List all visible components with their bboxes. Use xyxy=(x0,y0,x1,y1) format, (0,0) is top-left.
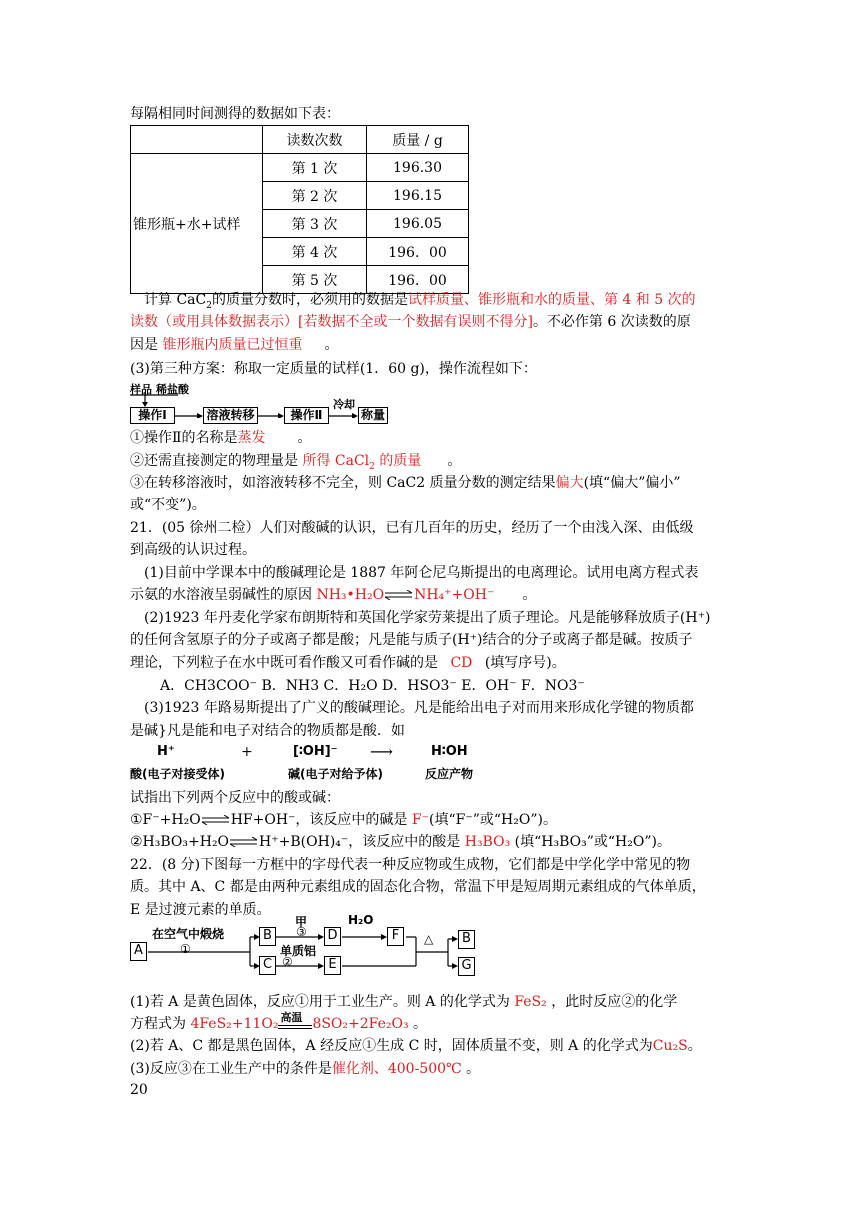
table-header-mass: 质量 / g xyxy=(367,126,469,154)
q21-s2c xyxy=(130,653,566,673)
question-text: ③在转移溶液时，如溶液转移不完全，则 CaC2 质量分数的测定结果 xyxy=(130,475,556,491)
equilibrium-arrow-icon xyxy=(229,837,259,847)
question-text: (填“H₃BO₃”或“H₂O”)。 xyxy=(510,834,671,850)
page-number: 20 xyxy=(130,1082,148,1098)
answer-text: 4FeS₂+11O₂ xyxy=(190,1016,279,1032)
q22-t2: 质。其中 A、C 都是由两种元素组成的固态化合物，常温下甲是短周期元素组成的气体单质， xyxy=(130,879,706,895)
question-text: ②还需直接测定的物理量是 xyxy=(130,453,303,469)
question-text: 示氨的水溶液呈弱碱性的原因 xyxy=(130,587,317,603)
question-text: ①操作Ⅱ的名称是 xyxy=(130,430,238,446)
table-cell: 196．00 xyxy=(367,238,469,266)
answer-text: 8SO₂+2Fe₂O₃ xyxy=(312,1016,409,1032)
flow-cool: 冷却 xyxy=(333,398,355,411)
table-header-row xyxy=(131,126,469,154)
question-text: (填“偏大”偏小” xyxy=(583,475,681,491)
lewis-acid: H⁺ xyxy=(157,744,175,759)
answer-text: 蒸发 xyxy=(237,430,266,446)
answer-text: 读数（或用具体数据表示）[若数据不全或一个数据有误则不得分] xyxy=(130,314,533,330)
answer-text: Cu₂S xyxy=(652,1038,688,1054)
label-jia: 甲 xyxy=(295,915,308,929)
question-text: 方程式为 xyxy=(130,1016,191,1032)
q21-r1 xyxy=(130,810,557,830)
answer-text: 所得 CaCl xyxy=(302,453,370,469)
answer-sub: 2 xyxy=(369,461,375,472)
calc-text: 因是 xyxy=(130,337,163,353)
q22-a1-eq xyxy=(130,1011,428,1034)
box-d: D xyxy=(324,927,341,946)
question-text: 。 xyxy=(408,1016,428,1032)
lewis-product-label: 反应产物 xyxy=(425,767,474,781)
condition-arrow xyxy=(278,1011,312,1034)
q21-title: 21．(05 徐州二检）人们对酸碱的认识，已有几百年的历史，经历了一个由浅入深、由低级 xyxy=(130,520,694,536)
scheme3-q3-cont: 或“不变”)。 xyxy=(130,497,206,513)
answer-text: FeS₂ xyxy=(514,994,547,1010)
answer-text: 试样质量、锥形瓶和水的质量、第 4 和 5 次的 xyxy=(407,292,696,308)
label-burn: 在空气中煅烧 xyxy=(152,927,225,941)
measurement-table xyxy=(130,125,469,294)
box-b: B xyxy=(259,927,276,946)
table-cell: 第 2 次 xyxy=(263,182,367,210)
flow-op2-box: 操作Ⅱ xyxy=(284,407,329,424)
flow-transfer-box: 溶液转移 xyxy=(203,407,258,424)
question-text: ①F⁻+H₂O xyxy=(130,812,201,828)
lewis-base: [∶OH]⁻ xyxy=(293,744,338,759)
answer-text: CD xyxy=(450,655,473,671)
table-cell: 196.05 xyxy=(367,210,469,238)
equilibrium-arrow-icon xyxy=(201,815,231,825)
scheme3-intro: (3)第三种方案：称取一定质量的试样(1．60 g)，操作流程如下： xyxy=(130,361,537,377)
box-b2: B xyxy=(458,930,475,949)
question-text: ，此时反应②的化学 xyxy=(546,994,678,1010)
question-text: 。 xyxy=(461,1061,481,1077)
box-e: E xyxy=(324,956,341,975)
box-g: G xyxy=(458,957,475,976)
q21-s3c: 试指出下列两个反应中的酸或碱： xyxy=(130,790,340,806)
box-a: A xyxy=(130,942,147,961)
table-header-empty xyxy=(131,126,263,154)
flow-weigh-box: 称量 xyxy=(358,407,388,424)
table-cell: 第 3 次 xyxy=(263,210,367,238)
question-text: 理论，下列粒子在水中既可看作酸又可看作碱的是 xyxy=(130,655,443,671)
q22-t1: 22．(8 分)下图每一方框中的字母代表一种反应物或生成物，它们都是中学化学中常见的物 xyxy=(130,857,691,873)
box-c: C xyxy=(259,956,276,975)
q21-s2a: (2)1923 年丹麦化学家布朗斯特和英国化学家劳莱提出了质子理论。凡是能够释放质子(H⁺) xyxy=(144,610,711,626)
answer-text: NH₄⁺+OH⁻ xyxy=(414,587,495,603)
table-cell: 196．00 xyxy=(367,266,469,294)
flow-acid: 稀盐酸 xyxy=(156,383,189,396)
question-text: (1)若 A 是黄色固体，反应①用于工业生产。则 A 的化学式为 xyxy=(130,994,515,1010)
question-text: ②H₃BO₃+H₂O xyxy=(130,834,230,850)
answer-text: 锥形瓶内质量已过恒重 xyxy=(162,337,303,353)
question-text: H⁺+B(OH)₄⁻，该反应中的酸是 xyxy=(259,834,465,850)
table-row xyxy=(131,154,469,182)
calc-sub: 2 xyxy=(206,300,212,311)
condition-label: 高温 xyxy=(280,1011,303,1024)
calc-line-1 xyxy=(144,290,696,310)
answer-text: 的质量 xyxy=(374,453,422,469)
calc-text: 计算 CaC xyxy=(144,292,207,308)
q22-t3: E 是过渡元素的单质。 xyxy=(130,902,271,918)
lewis-product: H∶OH xyxy=(431,744,468,759)
q22-a2 xyxy=(130,1036,702,1056)
q21-s1b: 示氨的水溶液呈弱碱性的原因 NH₃•H₂O NH₄⁺+OH⁻ 。 xyxy=(130,587,537,603)
label-n1: ① xyxy=(180,942,191,956)
scheme3-q1: ①操作Ⅱ的名称是蒸发 。 xyxy=(130,430,312,446)
table-cell: 196.15 xyxy=(367,182,469,210)
q21-s1a: (1)目前中学课本中的酸碱理论是 1887 年阿仑尼乌斯提出的电离理论。试用电离方程式表 xyxy=(144,565,699,581)
answer-text: 催化剂、400-500℃ xyxy=(331,1061,462,1077)
q21-s3b: 是碱}凡是能和电子对结合的物质都是酸．如 xyxy=(130,723,405,739)
calc-text: 。不必作第 6 次读数的原 xyxy=(532,314,691,330)
label-water: H₂O xyxy=(348,913,374,927)
calc-line-3 xyxy=(130,335,338,355)
question-text: (填写序号)。 xyxy=(480,655,566,671)
calc-text: 的质量分数时，必须用的数据是 xyxy=(211,292,408,308)
q21-s2b: 的任何含氢原子的分子或离子都是酸；凡是能与质子(H⁺)结合的分子或离子都是碱。按质子 xyxy=(130,632,693,648)
answer-text: 偏大 xyxy=(555,475,584,491)
q21-r2 xyxy=(130,832,671,852)
question-text: (2)若 A、C 都是黑色固体，A 经反应①生成 C 时，固体质量不变，则 A 的化学式为 xyxy=(130,1038,653,1054)
table-header-count: 读数次数 xyxy=(263,126,367,154)
question-text: HF+OH⁻，该反应中的碱是 xyxy=(230,812,412,828)
question-text: (3)反应③在工业生产中的条件是 xyxy=(130,1061,332,1077)
equilibrium-arrow-icon xyxy=(384,590,414,600)
lewis-plus: + xyxy=(241,744,253,760)
answer-text: NH₃•H₂O xyxy=(316,587,385,603)
table-cell: 第 4 次 xyxy=(263,238,367,266)
answer-text: H₃BO₃ xyxy=(464,834,511,850)
label-al: 单质铝 xyxy=(280,944,317,958)
q21-options: A．CH3COO⁻ B．NH3 C．H₂O D．HSO3⁻ E．OH⁻ F．NO3⁻ xyxy=(160,678,585,694)
q21-title-2: 到高级的认识过程。 xyxy=(130,542,256,558)
table-cell: 196.30 xyxy=(367,154,469,182)
intro-text: 每隔相同时间测得的数据如下表： xyxy=(130,106,340,122)
label-n3: ③ xyxy=(296,925,307,939)
table-row-label: 锥形瓶+水+试样 xyxy=(131,154,263,294)
q22-a3 xyxy=(130,1059,480,1079)
scheme3-q3 xyxy=(130,473,681,493)
label-n2: ② xyxy=(282,955,293,969)
table-cell: 第 1 次 xyxy=(263,154,367,182)
flow-op1-box: 操作Ⅰ xyxy=(130,407,175,424)
question-text: (填“F⁻”或“H₂O”)。 xyxy=(428,812,557,828)
lewis-base-label: 碱(电子对给予体) xyxy=(288,767,383,781)
flow-sample: 样品 xyxy=(130,383,152,396)
question-text: 。 xyxy=(687,1038,702,1054)
calc-line-2 xyxy=(130,312,691,332)
heat-icon: △ xyxy=(424,932,434,946)
lewis-arrow: ⟶ xyxy=(370,742,393,761)
calc-text: 。 xyxy=(324,337,339,353)
q22-a1 xyxy=(130,992,677,1012)
answer-text: F⁻ xyxy=(411,812,429,828)
box-f: F xyxy=(387,927,404,946)
scheme3-q2: ②还需直接测定的物理量是 所得 CaCl$_2$ 的质量 。 xyxy=(130,453,462,472)
table-cell: 第 5 次 xyxy=(263,266,367,294)
lewis-acid-label: 酸(电子对接受体) xyxy=(130,767,225,781)
q21-s3a: (3)1923 年路易斯提出了广义的酸碱理论。凡是能给出电子对而用来形成化学键的物质都 xyxy=(144,700,694,716)
